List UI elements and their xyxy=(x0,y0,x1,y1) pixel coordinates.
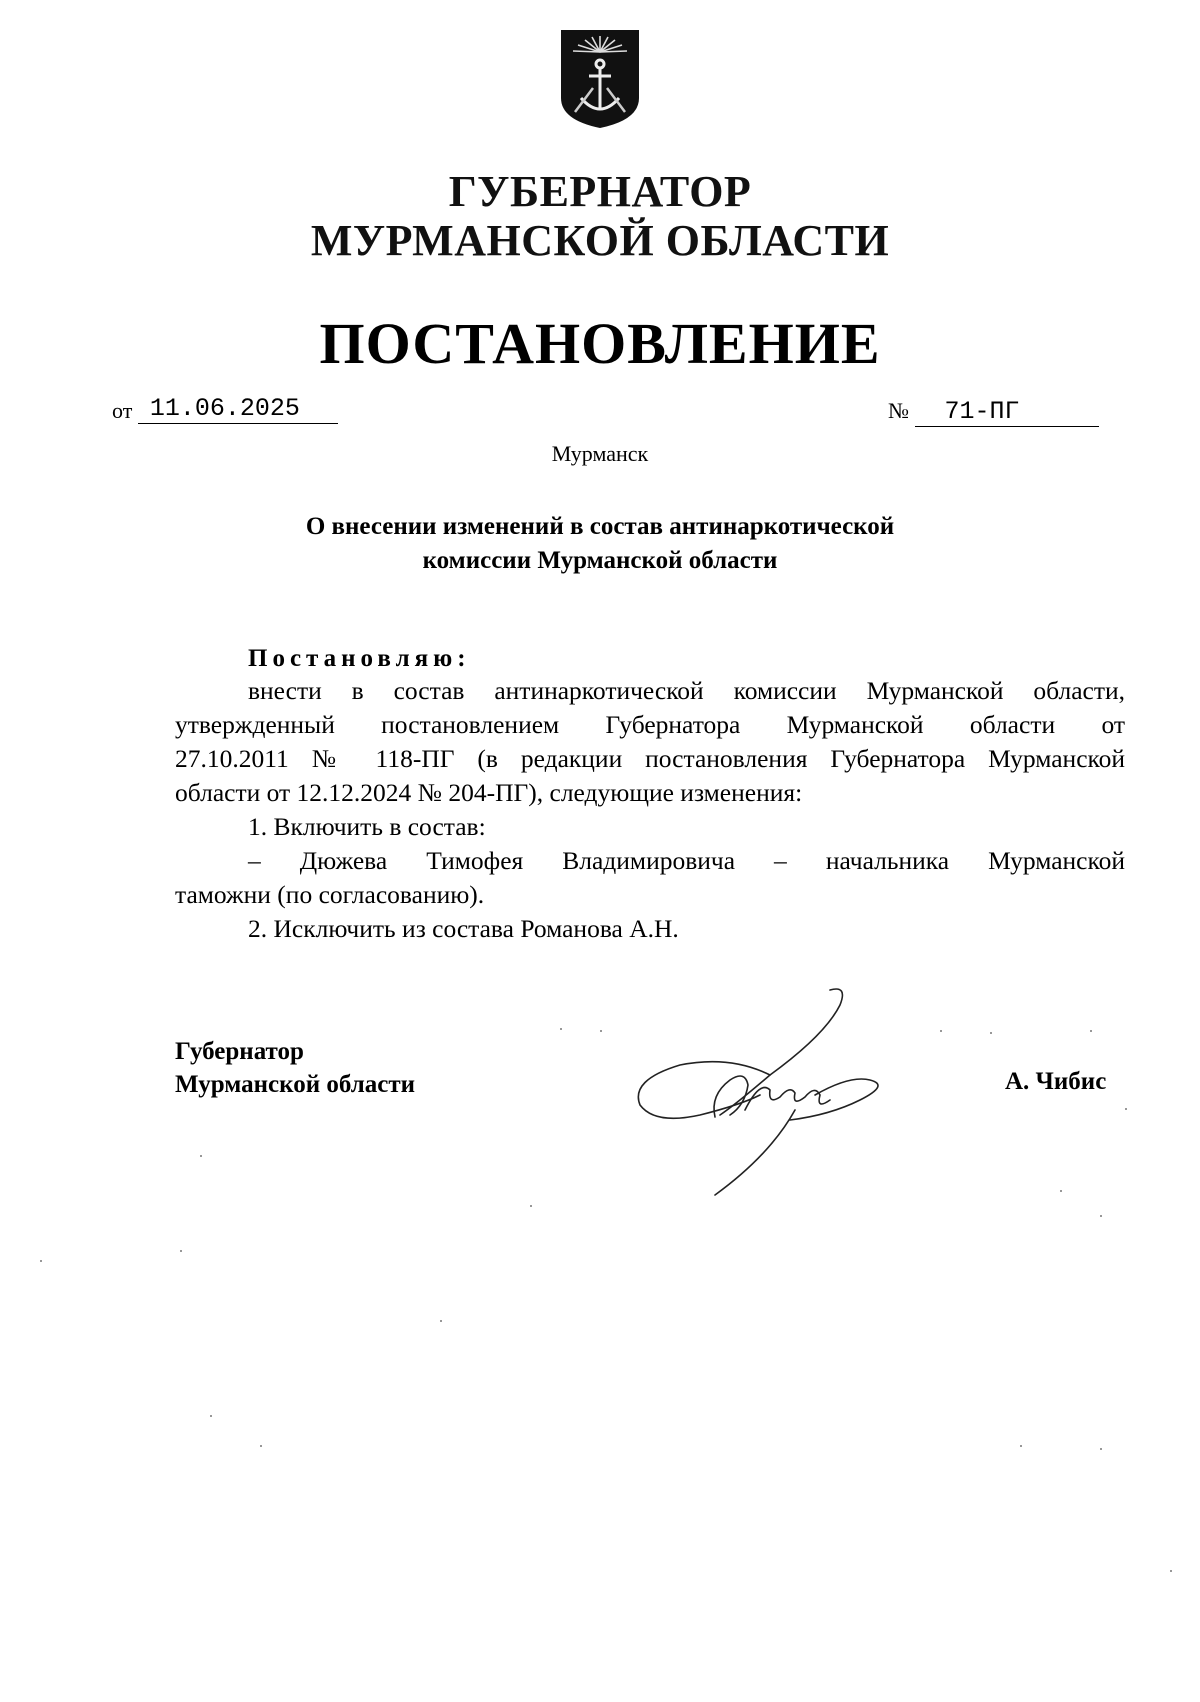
signatory-position-line-2: Мурманской области xyxy=(175,1071,416,1098)
decree-heading: Постановляю: xyxy=(248,645,471,672)
document-number: 71-ПГ xyxy=(915,398,1099,427)
scan-speck xyxy=(40,1260,42,1262)
date-prefix: от xyxy=(112,398,133,423)
body-line: внести в состав антинаркотической комиссии Мурманской области, xyxy=(248,676,1125,705)
body-line: 27.10.2011 № 118-ПГ (в редакции постановления Губернатора Мурманской xyxy=(175,744,1125,773)
list-subitem-line: – Дюжева Тимофея Владимировича – начальника Мурманской xyxy=(248,846,1125,875)
authority-region: МУРМАНСКОЙ ОБЛАСТИ xyxy=(310,216,890,265)
document-title xyxy=(0,510,1200,578)
scan-speck xyxy=(1100,1215,1102,1217)
body-line: области от 12.12.2024 № 204-ПГ), следующие изменения: xyxy=(175,778,803,807)
title-line-2: комиссии Мурманской области xyxy=(422,547,778,574)
handwritten-signature xyxy=(620,985,900,1200)
scan-speck xyxy=(530,1205,532,1207)
scan-speck xyxy=(1100,1448,1102,1450)
date-field xyxy=(112,395,338,424)
document-type-heading: ПОСТАНОВЛЕНИЕ xyxy=(319,311,881,376)
scan-speck xyxy=(1060,1190,1062,1192)
scan-speck xyxy=(210,1415,212,1417)
scan-speck xyxy=(600,1030,602,1032)
scan-speck xyxy=(440,1320,442,1322)
signatory-position-line-1: Губернатор xyxy=(175,1038,304,1065)
scan-speck xyxy=(990,1032,992,1034)
document-date: 11.06.2025 xyxy=(138,395,338,424)
scan-speck xyxy=(180,1250,182,1252)
list-item-include: 1. Включить в состав: xyxy=(248,812,486,841)
signatory-name: А. Чибис xyxy=(1005,1068,1107,1095)
scan-speck xyxy=(560,1028,562,1030)
signatory-position xyxy=(175,1035,415,1101)
body-line: утвержденный постановлением Губернатора Мурманской области от xyxy=(175,710,1125,739)
number-field xyxy=(888,398,1099,427)
scan-speck xyxy=(1090,1030,1092,1032)
list-subitem-line: таможни (по согласованию). xyxy=(175,880,485,909)
scan-speck xyxy=(1125,1108,1127,1110)
list-item-exclude: 2. Исключить из состава Романова А.Н. xyxy=(248,914,679,943)
number-prefix: № xyxy=(888,398,909,423)
scan-speck xyxy=(940,1030,942,1032)
scan-speck xyxy=(1020,1445,1022,1447)
scan-speck xyxy=(260,1445,262,1447)
scan-speck xyxy=(1170,1570,1172,1572)
title-line-1: О внесении изменений в состав антинаркотической xyxy=(305,513,895,540)
coat-of-arms-emblem xyxy=(557,28,643,130)
city-label: Мурманск xyxy=(551,441,649,466)
document-body xyxy=(175,674,1125,946)
authority-title: ГУБЕРНАТОР xyxy=(448,167,752,216)
scan-speck xyxy=(200,1155,202,1157)
